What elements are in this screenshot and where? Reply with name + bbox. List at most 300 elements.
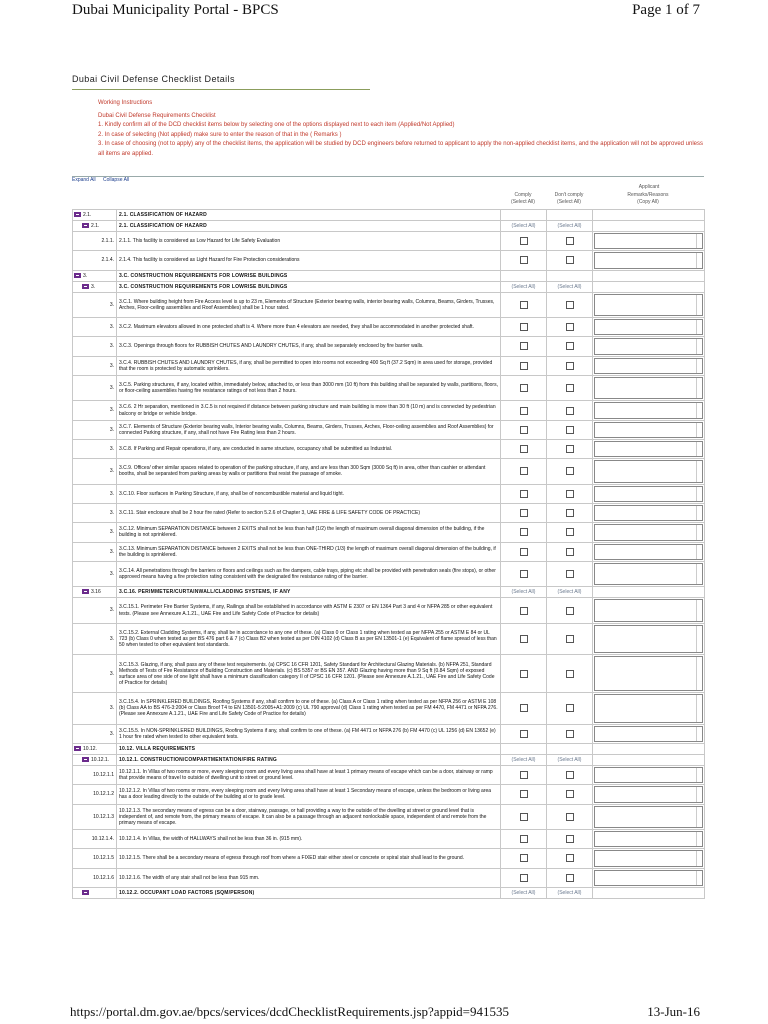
dont-comply-checkbox-cell — [547, 804, 593, 829]
remarks-textarea[interactable] — [594, 505, 703, 521]
collapse-toggle-icon[interactable] — [82, 757, 89, 762]
textarea-scrollbar[interactable] — [696, 727, 702, 741]
row-number-text: 3. — [109, 301, 114, 308]
row-number — [73, 210, 117, 221]
row-number-text: 2.1.4. — [101, 257, 114, 264]
row-number — [73, 484, 117, 503]
checklist-row — [73, 420, 705, 439]
row-description: 10.12.1.3. The secondary means of egress can be a door, stairway, passage, or hall providing a way to the outside of the dwelling at street or ground level that is independent of, and remote from, the primary means of escape. It can also be a passage through an adjacent nonlockable space, independent of and remote from the primary means of escape. — [117, 804, 501, 829]
checklist-row — [73, 868, 705, 887]
textarea-scrollbar[interactable] — [696, 768, 702, 782]
comply-checkbox-cell — [501, 356, 547, 375]
checklist-row — [73, 401, 705, 420]
comply-checkbox-cell — [501, 623, 547, 655]
checklist-row — [73, 337, 705, 356]
row-number — [73, 743, 117, 754]
dont-comply-checkbox[interactable] — [566, 426, 574, 434]
textarea-scrollbar[interactable] — [696, 626, 702, 653]
textarea-scrollbar[interactable] — [696, 506, 702, 520]
remarks-textarea[interactable] — [594, 486, 703, 502]
row-number-text: 3. — [109, 468, 114, 475]
row-number-text: 10.12.1.2 — [93, 791, 114, 798]
remarks-cell — [593, 623, 705, 655]
remarks-empty — [593, 281, 705, 292]
textarea-scrollbar[interactable] — [696, 487, 702, 501]
row-number — [73, 804, 117, 829]
row-number — [73, 356, 117, 375]
textarea-scrollbar[interactable] — [696, 600, 702, 620]
applicant-header: Applicant — [638, 184, 660, 190]
comply-select-all[interactable]: (Select All) — [501, 754, 547, 765]
comply-checkbox[interactable] — [520, 426, 528, 434]
textarea-scrollbar[interactable] — [696, 871, 702, 885]
dont-comply-select-all[interactable]: (Select All) — [557, 199, 581, 205]
dont-comply-checkbox-cell — [547, 232, 593, 251]
row-number-text: 3. — [109, 426, 114, 433]
row-number — [73, 561, 117, 586]
comply-select-all[interactable]: (Select All) — [501, 281, 547, 292]
remarks-cell — [593, 693, 705, 725]
comply-checkbox-cell — [501, 561, 547, 586]
checklist-row — [73, 542, 705, 561]
dont-comply-select-all[interactable]: (Select All) — [547, 587, 593, 598]
dont-comply-checkbox[interactable] — [566, 854, 574, 862]
remarks-textarea[interactable] — [594, 563, 703, 585]
dont-comply-checkbox-cell — [547, 318, 593, 337]
textarea-scrollbar[interactable] — [696, 253, 702, 267]
print-date: 13-Jun-16 — [647, 1004, 700, 1019]
row-number — [73, 292, 117, 317]
row-description: 10.12.1.2. In Villas of two rooms or more, every sleeping room and every living area shall have at least 1 Secondary means of escape, unless the bedroom or living area has a door leading directly to the outside of the building at or to grade level. — [117, 785, 501, 804]
row-description: 10.12.1. CONSTRUCTION/COMPARTMENTATION/FIRE RATING — [117, 754, 501, 765]
comply-checkbox-cell — [501, 868, 547, 887]
instruction-line: Dubai Civil Defense Requirements Checklist — [98, 112, 216, 119]
remarks-cell — [593, 868, 705, 887]
dont-comply-checkbox[interactable] — [566, 384, 574, 392]
remarks-cell — [593, 561, 705, 586]
instructions — [98, 99, 708, 159]
section-row — [73, 270, 705, 281]
dont-comply-checkbox[interactable] — [566, 570, 574, 578]
row-description: 3.C.15.3. Glazing, if any, shall pass any of these test requirements. (a) CPSC 16 CFR 1201, Safety Standard for Architectural Glazing Materials. (b) NFPA 251, Standard Methods of Tests of Fire Resistance of Building Construction and Materials. (c) BS 5357 or BS EN 357. AND Glazing having more than 9 Sq ft (0.84 Sqm) of exposed surface area of one side of one light shall have a minimum classification category II of CPSC 16 CFR 1201. (Please see Annexure A.1.21., UAE Fire and Life Safety Code of Practice for details) — [117, 655, 501, 693]
row-description: 3.C.7. Elements of Structure (Exterior bearing walls, Interior bearing walls, Columns, Beams, Girders, Trusses, Arches, Floor-ceiling assemblies and Roof Assemblies) for connected Parking structure, if any, shall not have Fire Rating less than 2 hours. — [117, 420, 501, 439]
dont-comply-checkbox-cell — [547, 401, 593, 420]
comply-checkbox[interactable] — [520, 835, 528, 843]
remarks-textarea[interactable] — [594, 831, 703, 847]
row-description: 2.1.4. This facility is considered as Light Hazard for Fire Protection considerations — [117, 251, 501, 270]
checklist-row — [73, 375, 705, 400]
remarks-textarea[interactable] — [594, 358, 703, 374]
row-number-text: 3. — [109, 343, 114, 350]
checklist-row — [73, 459, 705, 484]
row-number — [73, 724, 117, 743]
remarks-cell — [593, 401, 705, 420]
section-row — [73, 210, 705, 221]
dont-comply-checkbox[interactable] — [566, 362, 574, 370]
comply-checkbox-cell — [501, 655, 547, 693]
dont-comply-checkbox-cell — [547, 830, 593, 849]
dont-comply-checkbox[interactable] — [566, 509, 574, 517]
dont-comply-checkbox[interactable] — [566, 256, 574, 264]
comply-select-all[interactable]: (Select All) — [501, 221, 547, 232]
row-number — [73, 375, 117, 400]
row-number — [73, 459, 117, 484]
remarks-textarea[interactable] — [594, 319, 703, 335]
dont-comply-checkbox-cell — [547, 337, 593, 356]
comply-checkbox[interactable] — [520, 548, 528, 556]
dont-comply-select-all[interactable]: (Select All) — [547, 221, 593, 232]
dont-comply-checkbox-cell — [547, 523, 593, 542]
textarea-scrollbar[interactable] — [696, 545, 702, 559]
row-number-text: 3. — [109, 705, 114, 712]
row-description: 3.C. CONSTRUCTION REQUIREMENTS FOR LOWRISE BUILDINGS — [117, 270, 501, 281]
comply-checkbox-cell — [501, 292, 547, 317]
remarks-textarea[interactable] — [594, 767, 703, 783]
comply-checkbox[interactable] — [520, 445, 528, 453]
textarea-scrollbar[interactable] — [696, 807, 702, 827]
empty-cell — [547, 210, 593, 221]
row-description: 3.C.15.4. In SPRINKLERED BUILDINGS, Roofing Systems if any, shall confirm to one of these. (a) Class A or Class 1 rating when tested as per NFPA 256 or ASTM E 108 (b) Class AA to BS 476-3:2004 or Class Broof T4 to EN 13501-5:2005+A1:2009 (c) UL 790 approval (d) Class 1 rating when tested as per FM 4470, FM 4471 or NFPA 276. (Please see Annexure A.1.21., UAE Fire and Life Safety Code of Practice for details) — [117, 693, 501, 725]
comply-checkbox-cell — [501, 598, 547, 623]
comply-header: Comply — [514, 192, 532, 198]
comply-checkbox[interactable] — [520, 342, 528, 350]
remarks-textarea[interactable] — [594, 625, 703, 654]
comply-checkbox[interactable] — [520, 256, 528, 264]
collapse-toggle-icon[interactable] — [82, 890, 89, 895]
remarks-cell — [593, 318, 705, 337]
dont-comply-checkbox[interactable] — [566, 874, 574, 882]
dont-comply-checkbox-cell — [547, 484, 593, 503]
checklist-row — [73, 765, 705, 784]
dont-comply-checkbox-cell — [547, 356, 593, 375]
row-number-text: 3. — [109, 446, 114, 453]
textarea-scrollbar[interactable] — [696, 359, 702, 373]
row-description: 3.C.2. Maximum elevators allowed in one protected shaft is 4. Where more than 4 elevators are needed, they shall be accommodated in another protected shaft. — [117, 318, 501, 337]
remarks-cell — [593, 598, 705, 623]
row-number-text: 10.12.1.1 — [93, 772, 114, 779]
textarea-scrollbar[interactable] — [696, 564, 702, 584]
empty-cell — [593, 270, 705, 281]
remarks-textarea[interactable] — [594, 524, 703, 540]
row-description: 10.12.1.4. In Villas, the width of HALLWAYS shall not be less than 36 in. (915 mm). — [117, 830, 501, 849]
row-description: 3.C.11. Stair enclosure shall be 2 hour fire rated (Refer to section 5.2.6 of Chapter 3, UAE FIRE & LIFE SAFETY CODE OF PRACTICE) — [117, 503, 501, 522]
comply-checkbox[interactable] — [520, 730, 528, 738]
expand-all-link[interactable]: Expand All — [72, 177, 96, 183]
row-number — [73, 270, 117, 281]
page-header — [0, 0, 768, 22]
collapse-all-link[interactable]: Collapse All — [103, 177, 130, 183]
dont-comply-select-all[interactable]: (Select All) — [547, 887, 593, 898]
row-description: 10.12.2. OCCUPANT LOAD FACTORS (SQM/PERSON) — [117, 887, 501, 898]
dont-comply-checkbox-cell — [547, 598, 593, 623]
textarea-scrollbar[interactable] — [696, 461, 702, 481]
remarks-textarea[interactable] — [594, 599, 703, 621]
row-number-text: 3. — [109, 510, 114, 517]
comply-checkbox-cell — [501, 375, 547, 400]
checklist-row — [73, 785, 705, 804]
row-number-text: 3. — [109, 407, 114, 414]
row-number — [73, 420, 117, 439]
comply-checkbox[interactable] — [520, 670, 528, 678]
row-number — [73, 281, 117, 292]
row-description: 3.C.4. RUBBISH CHUTES AND LAUNDRY CHUTES, if any, shall be permitted to open into rooms not exceeding 400 Sq ft (37.2 Sqm) in area used for storage, provided that the room is protected by automatic sprinklers. — [117, 356, 501, 375]
dont-comply-checkbox[interactable] — [566, 490, 574, 498]
dont-comply-select-all[interactable]: (Select All) — [547, 754, 593, 765]
checklist-row — [73, 318, 705, 337]
checklist-row — [73, 439, 705, 458]
dont-comply-checkbox[interactable] — [566, 467, 574, 475]
textarea-scrollbar[interactable] — [696, 339, 702, 353]
remarks-cell — [593, 785, 705, 804]
textarea-scrollbar[interactable] — [696, 442, 702, 456]
remarks-cell — [593, 337, 705, 356]
comply-checkbox[interactable] — [520, 490, 528, 498]
row-description: 2.1.1. This facility is considered as Low Hazard for Life Safety Evaluation — [117, 232, 501, 251]
textarea-scrollbar[interactable] — [696, 234, 702, 248]
row-description: 10.12.1.5. There shall be a secondary means of egress through roof from where a FIXED stair either steel or concrete or spiral stair shall lead to the ground. — [117, 849, 501, 868]
comply-checkbox[interactable] — [520, 528, 528, 536]
row-description: 3.C.3. Openings through floors for RUBBISH CHUTES AND LAUNDRY CHUTES, if any, shall be separately enclosed by fire barrier walls. — [117, 337, 501, 356]
dont-comply-checkbox-cell — [547, 724, 593, 743]
comply-checkbox[interactable] — [520, 509, 528, 517]
section-row — [73, 587, 705, 598]
textarea-scrollbar[interactable] — [696, 295, 702, 315]
remarks-textarea[interactable] — [594, 338, 703, 354]
comply-checkbox-cell — [501, 785, 547, 804]
dont-comply-checkbox[interactable] — [566, 342, 574, 350]
textarea-scrollbar[interactable] — [696, 832, 702, 846]
empty-cell — [501, 743, 547, 754]
row-number-text: 10.12.1.4. — [91, 836, 114, 843]
remarks-textarea[interactable] — [594, 806, 703, 828]
dont-comply-checkbox[interactable] — [566, 813, 574, 821]
comply-checkbox[interactable] — [520, 704, 528, 712]
dont-comply-checkbox-cell — [547, 503, 593, 522]
remarks-textarea[interactable] — [594, 694, 703, 723]
comply-checkbox[interactable] — [520, 813, 528, 821]
row-description: 3.C.10. Floor surfaces in Parking Structure, if any, shall be of noncombustible material and liquid tight. — [117, 484, 501, 503]
row-description: 10.12.1.1. In Villas of two rooms or more, every sleeping room and every living area shall have at least 1 primary means of escape which can be a door, stairway or ramp that provide means of travel to outside of dwelling unit to street or ground level. — [117, 765, 501, 784]
textarea-scrollbar[interactable] — [696, 525, 702, 539]
row-number-text: 3. — [109, 548, 114, 555]
dont-comply-checkbox[interactable] — [566, 835, 574, 843]
dont-comply-checkbox[interactable] — [566, 301, 574, 309]
row-number-text: 2.1.1. — [101, 238, 114, 245]
remarks-textarea[interactable] — [594, 544, 703, 560]
comply-checkbox[interactable] — [520, 467, 528, 475]
remarks-empty — [593, 221, 705, 232]
row-number-text: 10.12.1.6 — [93, 874, 114, 881]
dont-comply-checkbox-cell — [547, 655, 593, 693]
comply-checkbox-cell — [501, 693, 547, 725]
dont-comply-checkbox[interactable] — [566, 670, 574, 678]
comply-checkbox-cell — [501, 765, 547, 784]
column-header — [72, 184, 704, 208]
row-number — [73, 232, 117, 251]
remarks-cell — [593, 375, 705, 400]
remarks-textarea[interactable] — [594, 656, 703, 691]
dont-comply-checkbox-cell — [547, 849, 593, 868]
remarks-cell — [593, 523, 705, 542]
row-description: 3.C.14. All penetrations through fire barriers or floors and ceilings such as fire dampers, cable trays, piping etc shall be provided with penetration seals (fire stops), or other approved means having a fire protection rating consistent with the designated fire resistance rating of the barrier. — [117, 561, 501, 586]
instruction-line: 1. Kindly confirm all of the DCD checklist items below by selecting one of the options displayed next to each item (Applied/Not Applied) — [98, 122, 455, 128]
comply-checkbox[interactable] — [520, 570, 528, 578]
comply-checkbox-cell — [501, 830, 547, 849]
collapse-toggle-icon[interactable] — [82, 284, 89, 289]
textarea-scrollbar[interactable] — [696, 403, 702, 417]
comply-checkbox[interactable] — [520, 607, 528, 615]
comply-checkbox-cell — [501, 503, 547, 522]
checklist-row — [73, 598, 705, 623]
row-description: 3.C.5. Parking structures, if any, located within, immediately below, attached to, or less than 3000 mm (10 ft) from this building shall be separated by walls, partitions, floors, or floor-ceiling assemblies having fire resistance ratings of not less than 2 hours. — [117, 375, 501, 400]
comply-checkbox-cell — [501, 420, 547, 439]
collapse-toggle-icon[interactable] — [82, 589, 89, 594]
dont-comply-checkbox[interactable] — [566, 237, 574, 245]
textarea-scrollbar[interactable] — [696, 851, 702, 865]
row-number-text: 10.12.1.5 — [93, 855, 114, 862]
comply-checkbox-cell — [501, 318, 547, 337]
row-number-text: 3. — [109, 324, 114, 331]
row-number — [73, 439, 117, 458]
comply-checkbox[interactable] — [520, 323, 528, 331]
row-number-text: 3. — [109, 362, 114, 369]
dont-comply-checkbox[interactable] — [566, 323, 574, 331]
remarks-textarea[interactable] — [594, 726, 703, 742]
row-number — [73, 693, 117, 725]
remarks-textarea[interactable] — [594, 402, 703, 418]
comply-checkbox[interactable] — [520, 362, 528, 370]
comply-checkbox[interactable] — [520, 771, 528, 779]
comply-select-all[interactable]: (Select All) — [511, 199, 535, 205]
comply-checkbox[interactable] — [520, 790, 528, 798]
textarea-scrollbar[interactable] — [696, 423, 702, 437]
dont-comply-checkbox-cell — [547, 868, 593, 887]
dont-comply-checkbox[interactable] — [566, 528, 574, 536]
row-number — [73, 221, 117, 232]
dont-comply-checkbox[interactable] — [566, 407, 574, 415]
remarks-textarea[interactable] — [594, 294, 703, 316]
comply-select-all[interactable]: (Select All) — [501, 887, 547, 898]
comply-checkbox-cell — [501, 251, 547, 270]
row-number — [73, 655, 117, 693]
comply-checkbox-cell — [501, 849, 547, 868]
remarks-textarea[interactable] — [594, 422, 703, 438]
dont-comply-checkbox-cell — [547, 542, 593, 561]
remarks-header: Remarks/Reasons — [627, 192, 669, 198]
checklist-row — [73, 693, 705, 725]
checklist-row — [73, 724, 705, 743]
checklist-row — [73, 503, 705, 522]
textarea-scrollbar[interactable] — [696, 695, 702, 722]
row-number — [73, 623, 117, 655]
copy-all-link[interactable]: (Copy All) — [637, 199, 659, 205]
comply-checkbox[interactable] — [520, 384, 528, 392]
dont-comply-checkbox-cell — [547, 765, 593, 784]
empty-cell — [593, 210, 705, 221]
dont-comply-checkbox[interactable] — [566, 730, 574, 738]
row-number — [73, 318, 117, 337]
dont-comply-checkbox-cell — [547, 623, 593, 655]
comply-checkbox[interactable] — [520, 874, 528, 882]
remarks-textarea[interactable] — [594, 870, 703, 886]
dont-comply-checkbox[interactable] — [566, 445, 574, 453]
dont-comply-checkbox-cell — [547, 251, 593, 270]
textarea-scrollbar[interactable] — [696, 378, 702, 398]
checklist-row — [73, 830, 705, 849]
section-row — [73, 221, 705, 232]
comply-checkbox-cell — [501, 523, 547, 542]
remarks-cell — [593, 765, 705, 784]
empty-cell — [501, 210, 547, 221]
comply-checkbox[interactable] — [520, 635, 528, 643]
checklist-row — [73, 655, 705, 693]
dont-comply-checkbox[interactable] — [566, 790, 574, 798]
dont-comply-checkbox-cell — [547, 459, 593, 484]
page-footer — [0, 1004, 768, 1024]
section-row — [73, 754, 705, 765]
row-description: 3.C.16. PERIMMETER/CURTAINWALL/CLADDING SYSTEMS, IF ANY — [117, 587, 501, 598]
empty-cell — [501, 270, 547, 281]
remarks-textarea[interactable] — [594, 850, 703, 866]
dont-comply-checkbox-cell — [547, 420, 593, 439]
row-number-text: 3. — [91, 283, 96, 290]
remarks-cell — [593, 356, 705, 375]
comply-checkbox-cell — [501, 484, 547, 503]
row-number-text: 3. — [109, 490, 114, 497]
remarks-empty — [593, 587, 705, 598]
textarea-scrollbar[interactable] — [696, 657, 702, 690]
dont-comply-checkbox[interactable] — [566, 771, 574, 779]
dont-comply-checkbox[interactable] — [566, 548, 574, 556]
textarea-scrollbar[interactable] — [696, 320, 702, 334]
comply-checkbox[interactable] — [520, 407, 528, 415]
comply-checkbox-cell — [501, 804, 547, 829]
comply-checkbox[interactable] — [520, 301, 528, 309]
collapse-toggle-icon[interactable] — [82, 223, 89, 228]
remarks-textarea[interactable] — [594, 377, 703, 399]
row-number-text: 10.12. — [83, 745, 97, 752]
comply-checkbox-cell — [501, 459, 547, 484]
row-description: 3.C.9. Offices/ other similar spaces related to operation of the parking structure, if any, and are less than 300 Sqm (3000 Sq ft) in area, other than cashier or attendant booths, shall be separated from parking areas by walls or partitions that resist the passage of smoke. — [117, 459, 501, 484]
comply-checkbox[interactable] — [520, 854, 528, 862]
row-number — [73, 830, 117, 849]
remarks-cell — [593, 655, 705, 693]
dont-comply-select-all[interactable]: (Select All) — [547, 281, 593, 292]
collapse-toggle-icon[interactable] — [74, 746, 81, 751]
row-number-text: 3. — [109, 730, 114, 737]
row-number-text: 3. — [109, 385, 114, 392]
comply-checkbox[interactable] — [520, 237, 528, 245]
row-description: 3.C.1. Where building height from Fire Access level is up to 23 m, Elements of Structure (Exterior bearing walls, interior bearing walls, Columns, Beams, Girders, Trusses, Arches, Floor-ceiling assemblies and Roof Assemblies) shall be 1 hour rated. — [117, 292, 501, 317]
remarks-textarea[interactable] — [594, 786, 703, 802]
collapse-toggle-icon[interactable] — [74, 212, 81, 217]
remarks-textarea[interactable] — [594, 441, 703, 457]
dont-comply-checkbox-cell — [547, 785, 593, 804]
textarea-scrollbar[interactable] — [696, 787, 702, 801]
row-number — [73, 868, 117, 887]
row-number-text: 3. — [83, 272, 88, 279]
remarks-cell — [593, 232, 705, 251]
remarks-textarea[interactable] — [594, 252, 703, 268]
dont-comply-checkbox-cell — [547, 292, 593, 317]
remarks-textarea[interactable] — [594, 460, 703, 482]
dont-comply-checkbox[interactable] — [566, 704, 574, 712]
comply-select-all[interactable]: (Select All) — [501, 587, 547, 598]
dont-comply-checkbox[interactable] — [566, 635, 574, 643]
dont-comply-checkbox[interactable] — [566, 607, 574, 615]
collapse-toggle-icon[interactable] — [74, 273, 81, 278]
remarks-textarea[interactable] — [594, 233, 703, 249]
